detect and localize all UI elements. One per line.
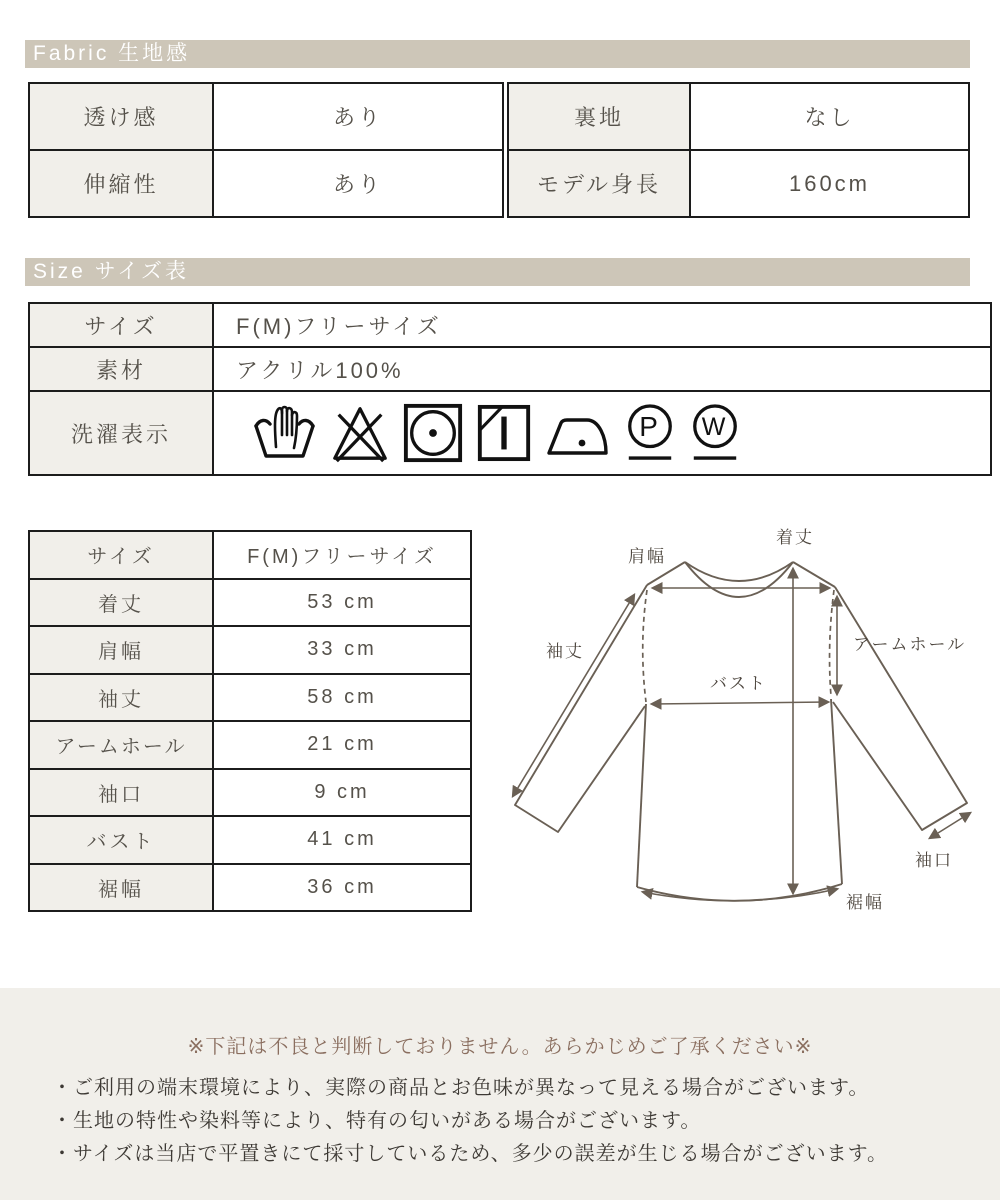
diagram-label-hem: 裾幅	[846, 893, 884, 912]
table-row	[29, 769, 471, 817]
fabric-table-left	[28, 82, 504, 218]
table-row	[29, 864, 471, 912]
size-label: サイズ	[29, 303, 213, 347]
fabric-label: モデル身長	[508, 150, 690, 217]
size-section-header: Size サイズ表	[25, 258, 970, 286]
meas-value: 9 cm	[213, 769, 471, 817]
table-row	[29, 347, 991, 391]
meas-value: 21 cm	[213, 721, 471, 769]
measurement-arrows	[513, 569, 970, 901]
svg-text:P: P	[639, 410, 661, 442]
material-value: アクリル100%	[213, 347, 991, 391]
fabric-table	[28, 82, 970, 218]
svg-text:W: W	[701, 412, 729, 441]
wet-clean-gentle-icon	[688, 401, 742, 465]
fabric-label: 透け感	[29, 83, 213, 150]
meas-label: 着丈	[29, 579, 213, 627]
meas-label: 袖口	[29, 769, 213, 817]
table-row	[508, 150, 969, 217]
meas-label: アームホール	[29, 721, 213, 769]
do-not-bleach-icon	[329, 401, 391, 465]
notes-bullet-list	[52, 1072, 1000, 1171]
fabric-label: 裏地	[508, 83, 690, 150]
iron-low-icon	[544, 401, 612, 465]
fabric-value: 160cm	[690, 150, 969, 217]
table-row	[508, 83, 969, 150]
diagram-label-shoulder: 肩幅	[628, 547, 666, 566]
notes-bullet: ・ご利用の端末環境により、実際の商品とお色味が異なって見える場合がございます。	[52, 1077, 870, 1099]
dry-clean-p-gentle-icon	[623, 401, 677, 465]
fabric-value: なし	[690, 83, 969, 150]
fabric-value: あり	[213, 83, 503, 150]
care-label: 洗濯表示	[29, 391, 213, 475]
table-row	[29, 150, 503, 217]
table-row	[29, 721, 471, 769]
notes-bullet: ・生地の特性や染料等により、特有の匂いがある場合がございます。	[52, 1110, 702, 1132]
meas-value: 53 cm	[213, 579, 471, 627]
dry-in-shade-icon	[475, 401, 533, 465]
table-row	[29, 303, 991, 347]
meas-label: 袖丈	[29, 674, 213, 722]
meas-value: 58 cm	[213, 674, 471, 722]
fabric-value: あり	[213, 150, 503, 217]
meas-label: 裾幅	[29, 864, 213, 912]
fabric-section-header: Fabric 生地感	[25, 40, 970, 68]
fabric-label: 伸縮性	[29, 150, 213, 217]
notes-bullet: ・サイズは当店で平置きにて採寸しているため、多少の誤差が生じる場合がございます。	[52, 1143, 888, 1165]
meas-value: 41 cm	[213, 816, 471, 864]
fabric-table-right	[507, 82, 970, 218]
table-row	[29, 391, 991, 475]
meas-header-value: F(M)フリーサイズ	[213, 531, 471, 579]
table-row	[29, 626, 471, 674]
table-row	[29, 579, 471, 627]
meas-label: バスト	[29, 816, 213, 864]
meas-value: 33 cm	[213, 626, 471, 674]
table-row	[29, 83, 503, 150]
garment-measurement-diagram	[480, 515, 990, 935]
diagram-label-sleeve: 袖丈	[546, 642, 584, 661]
laundry-care-symbols	[236, 401, 990, 465]
table-row	[29, 674, 471, 722]
meas-header-label: サイズ	[29, 531, 213, 579]
notes-footer	[0, 988, 1000, 1200]
garment-outline	[515, 562, 967, 901]
diagram-label-cuff: 袖口	[915, 851, 953, 870]
diagram-label-armhole: アームホール	[853, 635, 967, 654]
diagram-label-bust: バスト	[710, 674, 767, 693]
table-row	[29, 816, 471, 864]
measurements-table	[28, 530, 472, 912]
table-row	[29, 531, 471, 579]
size-value: F(M)フリーサイズ	[213, 303, 991, 347]
meas-label: 肩幅	[29, 626, 213, 674]
tumble-dry-low-icon	[402, 401, 464, 465]
meas-value: 36 cm	[213, 864, 471, 912]
material-label: 素材	[29, 347, 213, 391]
size-table	[28, 302, 992, 476]
hand-wash-icon	[252, 401, 318, 465]
notes-heading: ※下記は不良と判断しておりません。あらかじめご了承ください※	[187, 1036, 813, 1058]
diagram-label-length: 着丈	[776, 528, 814, 547]
